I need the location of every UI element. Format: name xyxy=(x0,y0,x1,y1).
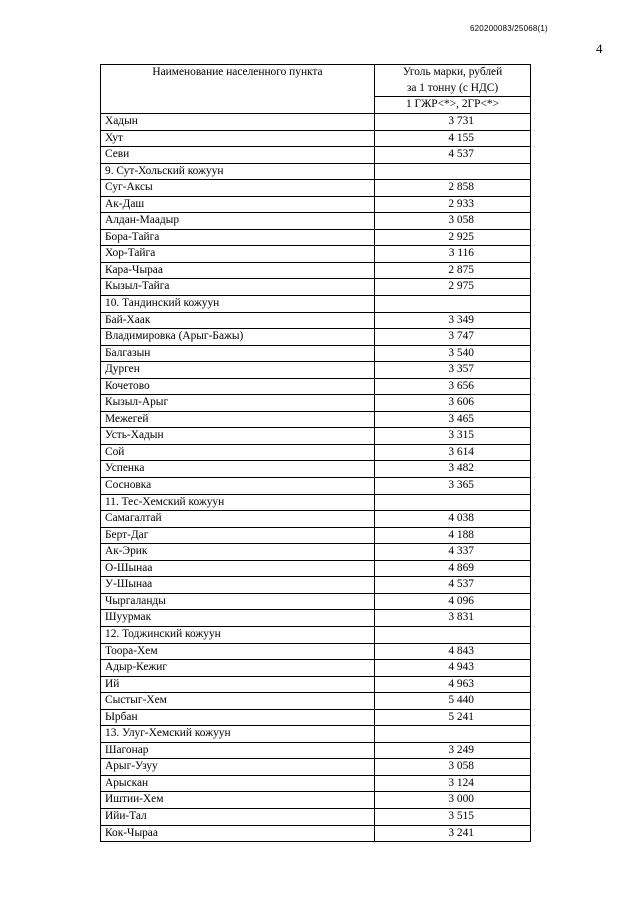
coal-price-value: 3 124 xyxy=(375,775,531,792)
settlement-name: Шагонар xyxy=(101,742,375,759)
group-header-row xyxy=(101,296,531,313)
coal-price-value: 3 482 xyxy=(375,461,531,478)
coal-price-value: 3 349 xyxy=(375,312,531,329)
settlement-name: Самагалтай xyxy=(101,511,375,528)
table-header-row xyxy=(101,65,531,114)
coal-price-value: 3 058 xyxy=(375,759,531,776)
table-row xyxy=(101,362,531,379)
table-row xyxy=(101,395,531,412)
table-row xyxy=(101,610,531,627)
settlement-name: Владимировка (Арыг-Бажы) xyxy=(101,329,375,346)
table-row xyxy=(101,114,531,131)
table-row xyxy=(101,411,531,428)
coal-price-value: 3 731 xyxy=(375,114,531,131)
settlement-name: Кок-Чыраа xyxy=(101,825,375,842)
settlement-name: Суг-Аксы xyxy=(101,180,375,197)
district-name: 13. Улуг-Хемский кожуун xyxy=(101,726,375,743)
table-row xyxy=(101,196,531,213)
coal-price-value: 3 747 xyxy=(375,329,531,346)
table-row xyxy=(101,329,531,346)
settlement-name: Ийи-Тал xyxy=(101,808,375,825)
empty-cell xyxy=(375,726,531,743)
table-row xyxy=(101,428,531,445)
coal-price-value: 4 038 xyxy=(375,511,531,528)
settlement-name: Ак-Даш xyxy=(101,196,375,213)
settlement-name: Бора-Тайга xyxy=(101,229,375,246)
settlement-name: Шуурмак xyxy=(101,610,375,627)
table-row xyxy=(101,147,531,164)
table-row xyxy=(101,279,531,296)
coal-price-value: 3 831 xyxy=(375,610,531,627)
coal-price-value: 2 858 xyxy=(375,180,531,197)
coal-price-value: 4 188 xyxy=(375,527,531,544)
coal-price-value: 3 540 xyxy=(375,345,531,362)
coal-price-value: 4 155 xyxy=(375,130,531,147)
coal-price-value: 4 943 xyxy=(375,660,531,677)
table-row xyxy=(101,345,531,362)
table-row xyxy=(101,593,531,610)
table-row xyxy=(101,560,531,577)
table-row xyxy=(101,444,531,461)
settlement-name: О-Шынаа xyxy=(101,560,375,577)
column-header-coal-price xyxy=(375,65,531,114)
empty-cell xyxy=(375,163,531,180)
settlement-name: Ак-Эрик xyxy=(101,544,375,561)
coal-price-value: 3 365 xyxy=(375,478,531,495)
table-row xyxy=(101,808,531,825)
table-row xyxy=(101,378,531,395)
coal-price-value: 4 096 xyxy=(375,593,531,610)
settlement-name: У-Шынаа xyxy=(101,577,375,594)
coal-price-header-line-3: 1 ГЖР<*>, 2ГР<*> xyxy=(375,96,530,113)
table-row xyxy=(101,759,531,776)
district-name: 12. Тоджинский кожуун xyxy=(101,626,375,643)
page-number: 4 xyxy=(596,41,603,56)
table-row xyxy=(101,577,531,594)
settlement-name: Сыстыг-Хем xyxy=(101,693,375,710)
empty-cell xyxy=(375,494,531,511)
column-header-settlement: Наименование населенного пункта xyxy=(101,65,375,114)
settlement-name: Кочетово xyxy=(101,378,375,395)
table-row xyxy=(101,213,531,230)
settlement-name: Хадын xyxy=(101,114,375,131)
settlement-name: Тоора-Хем xyxy=(101,643,375,660)
table-row xyxy=(101,527,531,544)
settlement-name: Ий xyxy=(101,676,375,693)
table-row xyxy=(101,775,531,792)
table-row xyxy=(101,130,531,147)
coal-price-value: 3 241 xyxy=(375,825,531,842)
settlement-name: Балгазын xyxy=(101,345,375,362)
table-row xyxy=(101,792,531,809)
settlement-name: Чыргаланды xyxy=(101,593,375,610)
coal-price-value: 3 465 xyxy=(375,411,531,428)
coal-price-value: 3 315 xyxy=(375,428,531,445)
settlement-name: Ырбан xyxy=(101,709,375,726)
coal-price-value: 3 606 xyxy=(375,395,531,412)
table-row xyxy=(101,478,531,495)
settlement-name: Межегей xyxy=(101,411,375,428)
coal-price-value: 2 975 xyxy=(375,279,531,296)
district-name: 11. Тес-Хемский кожуун xyxy=(101,494,375,511)
table-row xyxy=(101,312,531,329)
settlement-name: Усть-Хадын xyxy=(101,428,375,445)
settlement-name: Сосновка xyxy=(101,478,375,495)
table-row xyxy=(101,693,531,710)
coal-price-value: 3 116 xyxy=(375,246,531,263)
group-header-row xyxy=(101,163,531,180)
settlement-name: Арыскан xyxy=(101,775,375,792)
table-row xyxy=(101,246,531,263)
table-row xyxy=(101,676,531,693)
coal-price-value: 3 515 xyxy=(375,808,531,825)
coal-price-value: 4 537 xyxy=(375,147,531,164)
group-header-row xyxy=(101,726,531,743)
coal-price-header-line-2: за 1 тонну (с НДС) xyxy=(406,81,499,94)
settlement-name: Дурген xyxy=(101,362,375,379)
coal-price-value: 2 875 xyxy=(375,262,531,279)
coal-price-header-line-1: Уголь марки, рублей xyxy=(402,66,503,78)
settlement-name: Бай-Хаак xyxy=(101,312,375,329)
settlement-name: Кара-Чыраа xyxy=(101,262,375,279)
coal-price-value: 2 933 xyxy=(375,196,531,213)
table-row xyxy=(101,180,531,197)
coal-price-value: 3 249 xyxy=(375,742,531,759)
coal-price-value: 4 843 xyxy=(375,643,531,660)
settlement-name: Иштии-Хем xyxy=(101,792,375,809)
table-body xyxy=(101,114,531,842)
coal-price-value: 3 656 xyxy=(375,378,531,395)
settlement-name: Севи xyxy=(101,147,375,164)
coal-price-value: 4 869 xyxy=(375,560,531,577)
settlement-name: Алдан-Маадыр xyxy=(101,213,375,230)
settlement-name: Берт-Даг xyxy=(101,527,375,544)
table-row xyxy=(101,511,531,528)
coal-price-value: 4 963 xyxy=(375,676,531,693)
coal-price-value: 5 440 xyxy=(375,693,531,710)
district-name: 10. Тандинский кожуун xyxy=(101,296,375,313)
coal-price-value: 3 614 xyxy=(375,444,531,461)
settlement-name: Арыг-Узуу xyxy=(101,759,375,776)
table-row xyxy=(101,544,531,561)
settlement-name: Адыр-Кежиг xyxy=(101,660,375,677)
table-row xyxy=(101,709,531,726)
coal-price-value: 2 925 xyxy=(375,229,531,246)
coal-price-value: 5 241 xyxy=(375,709,531,726)
coal-price-value: 3 000 xyxy=(375,792,531,809)
settlement-name: Кызыл-Тайга xyxy=(101,279,375,296)
coal-price-value: 3 357 xyxy=(375,362,531,379)
settlement-name: Хор-Тайга xyxy=(101,246,375,263)
table-row xyxy=(101,660,531,677)
district-name: 9. Сут-Хольский кожуун xyxy=(101,163,375,180)
group-header-row xyxy=(101,494,531,511)
document-code: 620200083/25068(1) xyxy=(470,24,548,33)
coal-price-value: 3 058 xyxy=(375,213,531,230)
empty-cell xyxy=(375,296,531,313)
table-row xyxy=(101,229,531,246)
settlement-name: Кызыл-Арыг xyxy=(101,395,375,412)
settlement-name: Сой xyxy=(101,444,375,461)
empty-cell xyxy=(375,626,531,643)
group-header-row xyxy=(101,626,531,643)
table-row xyxy=(101,825,531,842)
coal-price-value: 4 337 xyxy=(375,544,531,561)
table-row xyxy=(101,643,531,660)
settlement-name: Успенка xyxy=(101,461,375,478)
coal-price-value: 4 537 xyxy=(375,577,531,594)
table-row xyxy=(101,262,531,279)
price-table xyxy=(100,64,531,842)
settlement-name: Хут xyxy=(101,130,375,147)
table-row xyxy=(101,742,531,759)
table-row xyxy=(101,461,531,478)
